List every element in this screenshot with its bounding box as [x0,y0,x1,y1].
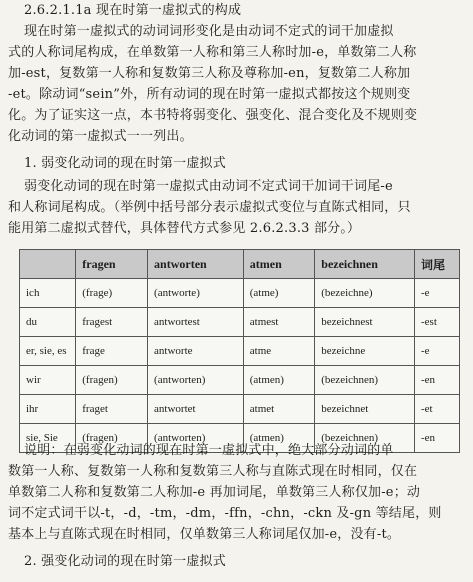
table-cell: -en [415,424,460,453]
sub1-line-1: 弱变化动词的现在时第一虚拟式由动词不定式词干加词干词尾-e [24,179,393,194]
table-cell: antworte [148,337,244,366]
table-cell: (antworte) [148,279,244,308]
table-row [20,395,460,424]
intro-line-4: -et。除动词“sein”外，所有动词的现在时第一虚拟式都按这个规则变 [8,87,411,102]
sub1-line-2: 和人称词尾构成。（举例中括号部分表示虚拟式变位与直陈式相同，只 [8,200,411,215]
table-cell: (fragen) [76,424,148,453]
table-cell: bezeichnest [315,308,415,337]
table-header-ending: 词尾 [415,250,460,279]
table-header-bezeichnen: bezeichnen [315,250,415,279]
table-cell: wir [20,366,76,395]
conjugation-table [19,249,460,453]
table-cell: frage [76,337,148,366]
note-line-1: 说明：在弱变化动词的现在时第一虚拟式中，绝大部分动词的单 [24,443,394,458]
table-header-antworten: antworten [148,250,244,279]
table-cell: (atme) [243,279,315,308]
table-cell: fragest [76,308,148,337]
table-cell: antwortest [148,308,244,337]
table-row [20,279,460,308]
sub1-line-3: 能用第二虚拟式替代，具体替代方式参见 2.6.2.3.3 部分。） [8,221,361,236]
table-cell: sie, Sie [20,424,76,453]
table-cell: atmest [243,308,315,337]
table-cell: (fragen) [76,366,148,395]
note-line-5: 基本上与直陈式现在时相同，仅单数第三人称词尾仅加-e，没有-t。 [8,527,401,542]
table-cell: er, sie, es [20,337,76,366]
table-cell: atmet [243,395,315,424]
table-header-atmen: atmen [243,250,315,279]
table-cell: bezeichne [315,337,415,366]
table-cell: ich [20,279,76,308]
table-header-fragen: fragen [76,250,148,279]
note-line-4: 词不定式词干以-t，-d，-tm，-dm，-ffn，-chn，-ckn 及-gn 等结尾，则 [8,506,442,521]
note-line-3: 单数第二人称和复数第二人称加-e 再加词尾，单数第三人称仅加-e；动 [8,485,421,500]
table-cell: (bezeichne) [315,279,415,308]
intro-line-1: 现在时第一虚拟式的动词词形变化是由动词不定式的词干加虚拟 [24,24,394,39]
table-cell: (bezeichnen) [315,424,415,453]
table-header-corner [20,250,76,279]
table-cell: -est [415,308,460,337]
table-cell: antwortet [148,395,244,424]
table-cell: du [20,308,76,337]
table-cell: (atmen) [243,366,315,395]
intro-line-5: 化。为了证实这一点，本书特将弱变化、强变化、混合变化及不规则变 [8,108,418,123]
note-line-2: 数第一人称、复数第一人称和复数第三人称与直陈式现在时相同，仅在 [8,464,418,479]
table-cell: atme [243,337,315,366]
table-cell: (atmen) [243,424,315,453]
table-cell: bezeichnet [315,395,415,424]
table-cell: ihr [20,395,76,424]
table-header-row [20,250,460,279]
table-cell: (bezeichnen) [315,366,415,395]
table-cell: -e [415,279,460,308]
table-cell: fraget [76,395,148,424]
table-cell: -e [415,337,460,366]
table-cell: -en [415,366,460,395]
sub-heading-weak-verbs: 1. 弱变化动词的现在时第一虚拟式 [24,156,226,171]
table-row [20,366,460,395]
table-cell: -et [415,395,460,424]
table-cell: (antworten) [148,366,244,395]
intro-line-3: 加-est，复数第一人称和复数第三人称及尊称加-en，复数第二人称加 [8,66,411,81]
section-heading: 2.6.2.1.1a 现在时第一虚拟式的构成 [24,3,242,18]
intro-line-6: 化动词的第一虚拟式一一列出。 [8,129,193,144]
sub-heading-strong-verbs: 2. 强变化动词的现在时第一虚拟式 [24,554,226,569]
table-cell: (frage) [76,279,148,308]
intro-line-2: 式的人称词尾构成，在单数第一人称和第三人称时加-e，单数第二人称 [8,45,417,60]
table-cell: (antworten) [148,424,244,453]
table-row [20,308,460,337]
table-row [20,337,460,366]
